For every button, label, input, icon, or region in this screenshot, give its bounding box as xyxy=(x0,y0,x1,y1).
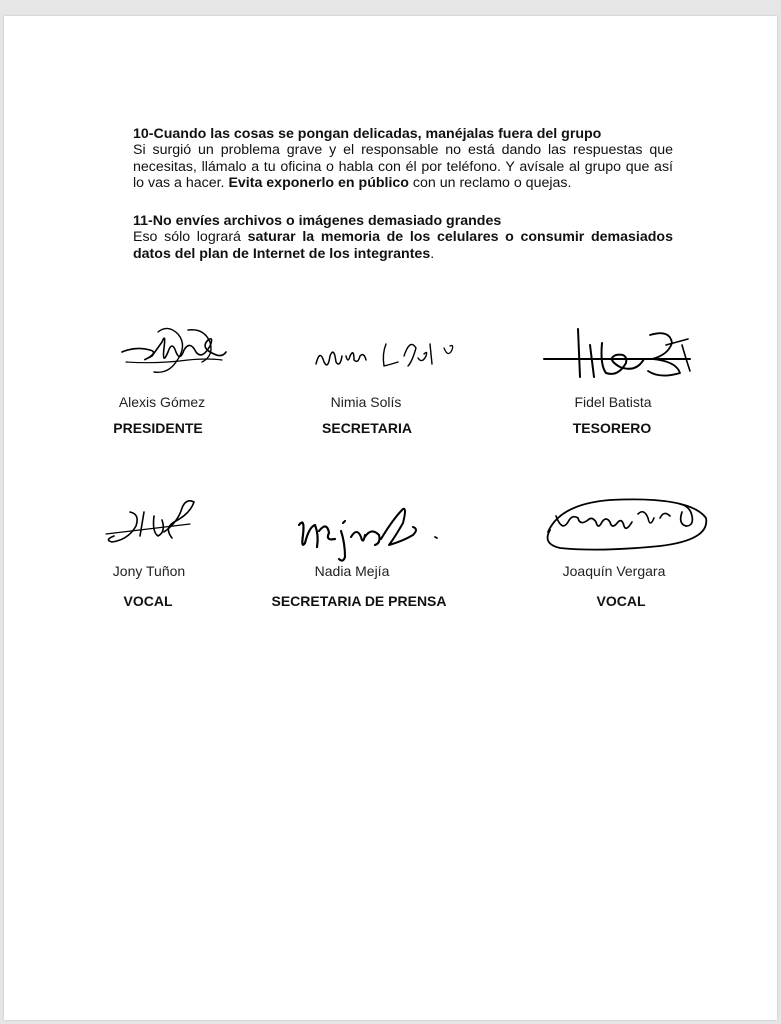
signatory-name: Alexis Gómez xyxy=(118,394,206,410)
signature-joaquin-vergara xyxy=(540,492,715,562)
section-body xyxy=(133,229,673,262)
signatory-role: TESORERO xyxy=(572,420,652,436)
section-heading: 10-Cuando las cosas se pongan delicadas, manéjalas fuera del grupo xyxy=(133,126,602,142)
body-text: Si surgió un problema grave y el responsable no está dando las respuestas que necesitas, llámalo a tu oficina o habla con él por teléfono. Y avísale al grupo que así lo vas a hacer. xyxy=(133,142,673,191)
signatory-name: Joaquín Vergara xyxy=(562,563,666,579)
body-text: . xyxy=(430,245,435,262)
body-text: Eso sólo logrará xyxy=(133,229,248,246)
signature-fidel-batista xyxy=(540,325,700,385)
section-11 xyxy=(133,213,673,262)
signature-nimia-solis xyxy=(312,334,462,374)
signatory-role: PRESIDENTE xyxy=(113,420,203,436)
signatory-role: VOCAL xyxy=(123,593,173,609)
section-body xyxy=(133,142,673,191)
section-heading: 11-No envíes archivos o imágenes demasiado grandes xyxy=(133,213,502,229)
signature-nadia-mejia xyxy=(295,505,445,565)
signature-alexis-gomez xyxy=(118,322,228,384)
signatory-role: VOCAL xyxy=(596,593,646,609)
body-text: con un reclamo o quejas. xyxy=(408,174,572,191)
signatory-role: SECRETARIA DE PRENSA xyxy=(271,593,447,609)
body-text-bold: Evita exponerlo en público xyxy=(228,174,409,191)
body-text-bold: saturar la memoria de los celulares o consumir demasiados datos del plan de Internet de los integrantes xyxy=(133,229,673,262)
signatory-role: SECRETARIA xyxy=(322,420,412,436)
signatory-name: Jony Tuñon xyxy=(112,563,186,579)
signatory-name: Nimia Solís xyxy=(330,394,402,410)
signature-jony-tunon xyxy=(100,492,200,552)
signatory-name: Fidel Batista xyxy=(574,394,652,410)
section-10 xyxy=(133,126,673,191)
signatory-name: Nadia Mejía xyxy=(314,563,390,579)
